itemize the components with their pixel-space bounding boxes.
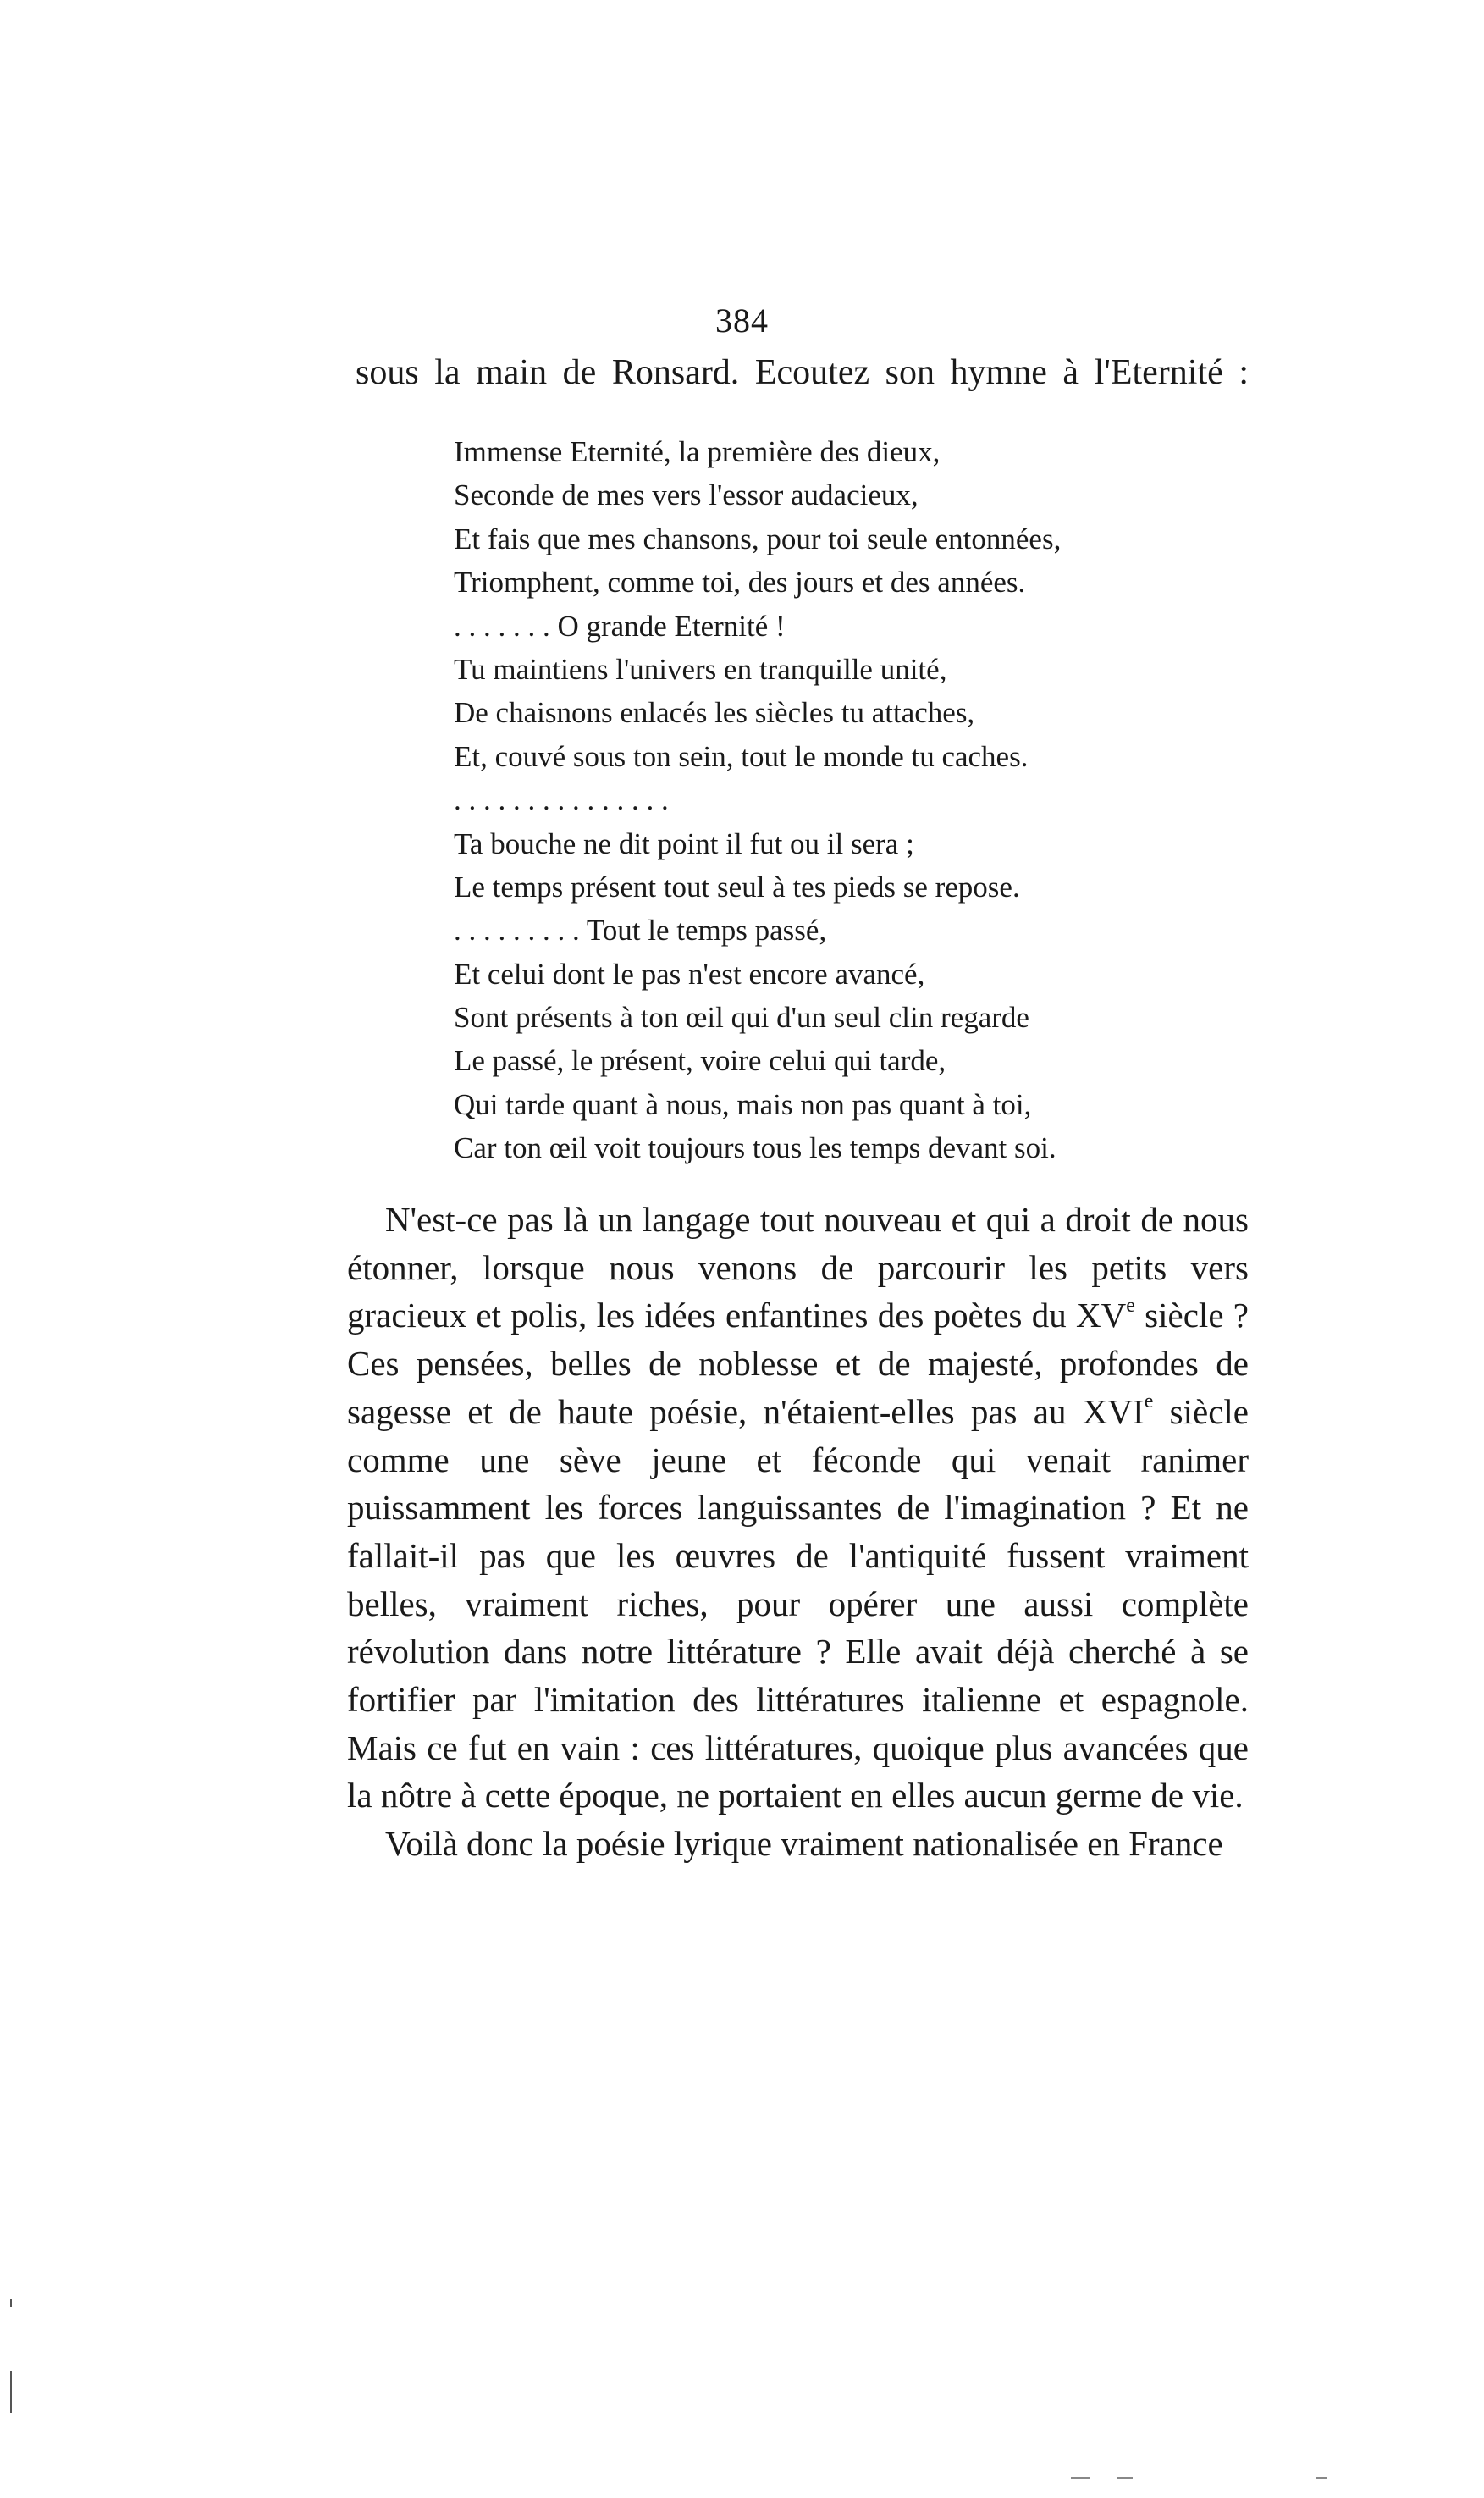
poem-block xyxy=(454,430,1233,1170)
poem-line: . . . . . . . O grande Eternité ! xyxy=(454,609,786,643)
poem-line: Le temps présent tout seul à tes pieds se repose. xyxy=(454,870,1020,904)
poem-line: Et celui dont le pas n'est encore avancé, xyxy=(454,957,925,991)
lead-line: sous la main de Ronsard. Ecoutez son hymne à l'Eternité : xyxy=(356,353,1249,392)
superscript: e xyxy=(1144,1390,1154,1413)
scan-speck xyxy=(1316,2477,1327,2479)
poem-line: Seconde de mes vers l'essor audacieux, xyxy=(454,478,919,512)
poem-line: Ta bouche ne dit point il fut ou il sera ; xyxy=(454,826,914,860)
page-number: 384 xyxy=(715,301,769,340)
prose-block xyxy=(347,1196,1249,1868)
paragraph-text: siècle comme une sève jeune et féconde qui venait ranimer puissamment les forces languissantes de l'imagination ? Et ne fallait-il pas que les œuvres de l'antiquité fussent vraiment belles, vraiment riches, pour opérer une aussi complète révolution dans notre littérature ? Elle avait déjà cherché à se fortifier par l'imitation des littératures italienne et espagnole. Mais ce fut en vain : ces littératures, quoique plus avancées que la nôtre à cette époque, ne portaient en elles aucun germe de vie. xyxy=(347,1391,1249,1815)
poem-line: Et, couvé sous ton sein, tout le monde tu caches. xyxy=(454,739,1029,773)
poem-line: . . . . . . . . . . . . . . . xyxy=(454,783,669,817)
superscript: e xyxy=(1126,1294,1135,1317)
poem-line: Tu maintiens l'univers en tranquille unité, xyxy=(454,652,947,686)
margin-scan-mark xyxy=(10,2371,12,2413)
poem-line: Sont présents à ton œil qui d'un seul clin regarde xyxy=(454,1001,1029,1035)
margin-scan-mark xyxy=(10,2299,12,2307)
paragraph-text: siècle ? Ces pensées, belles de noblesse et de majesté, profondes de sagesse et de haute poésie, n'étaient-elles pas au XVI xyxy=(347,1296,1250,1431)
paragraph-text: N'est-ce pas là un langage tout nouveau et qui a droit de nous étonner, lorsque nous venons de parcourir les petits vers gracieux et polis, les idées enfantines des poètes du XV xyxy=(347,1200,1249,1335)
poem-line: Et fais que mes chansons, pour toi seule entonnées, xyxy=(454,522,1062,555)
poem-line: Le passé, le présent, voire celui qui tarde, xyxy=(454,1044,946,1078)
poem-line: . . . . . . . . . Tout le temps passé, xyxy=(454,914,827,948)
paragraph: Voilà donc la poésie lyrique vraiment nationalisée en France xyxy=(385,1824,1223,1864)
poem-line: Car ton œil voit toujours tous les temps devant soi. xyxy=(454,1131,1056,1165)
poem-line: Immense Eternité, la première des dieux, xyxy=(454,435,941,468)
scan-speck xyxy=(1071,2477,1090,2479)
scan-speck xyxy=(1117,2477,1133,2479)
paragraph xyxy=(347,1196,1249,1820)
poem-line: Triomphent, comme toi, des jours et des années. xyxy=(454,566,1026,600)
poem-line: Qui tarde quant à nous, mais non pas quant à toi, xyxy=(454,1087,1032,1121)
poem-line: De chaisnons enlacés les siècles tu attaches, xyxy=(454,696,975,730)
